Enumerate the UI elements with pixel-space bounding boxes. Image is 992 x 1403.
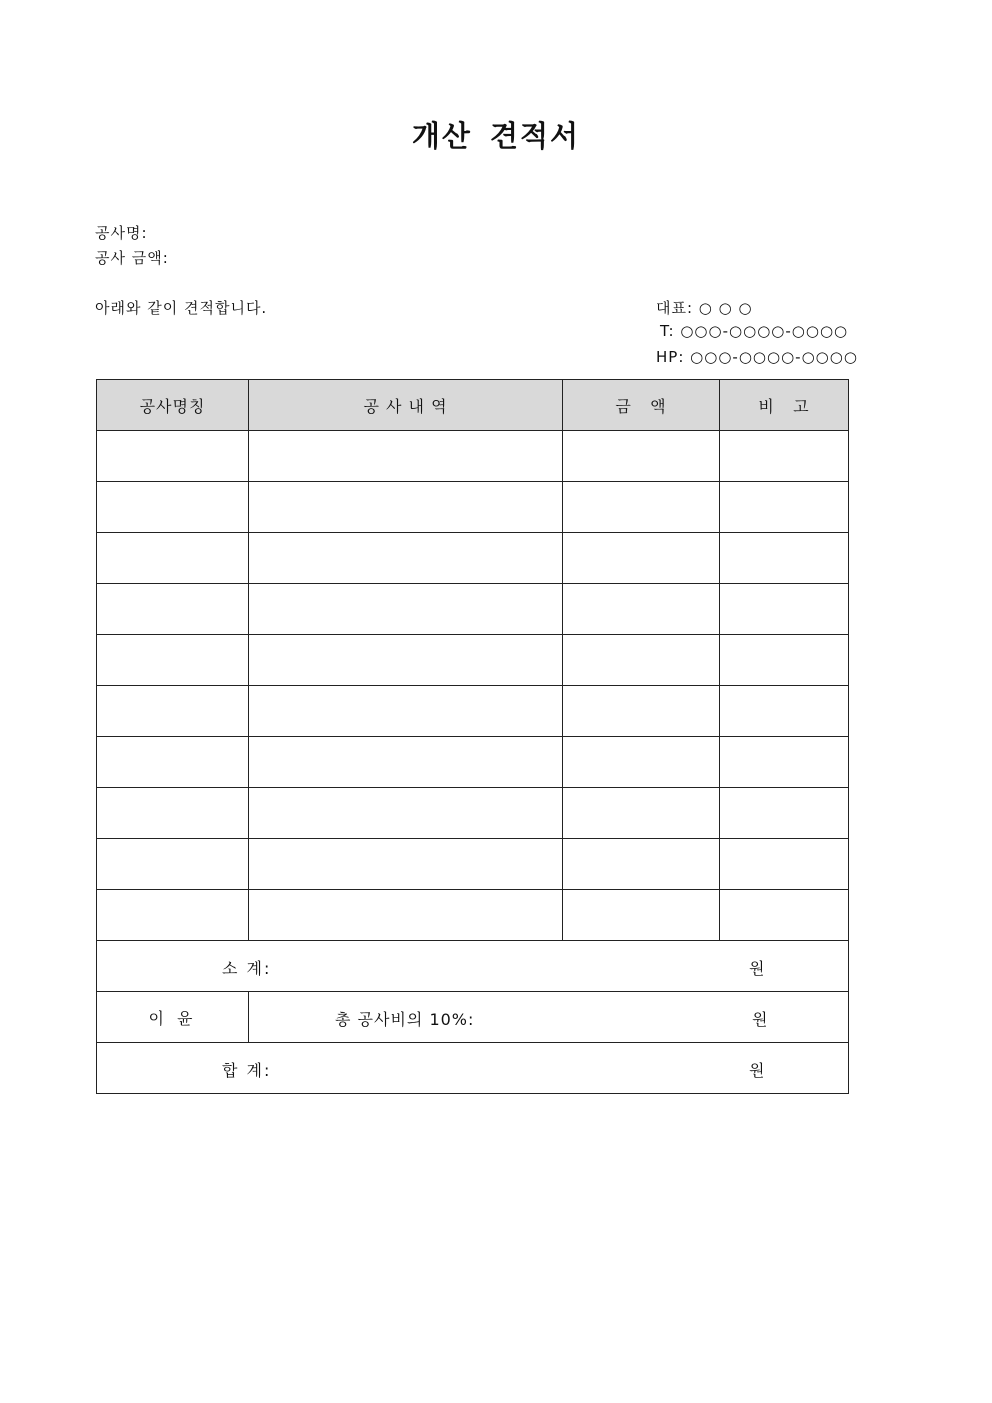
table-row — [97, 890, 849, 941]
table-row — [97, 839, 849, 890]
profit-cell[interactable] — [249, 992, 849, 1043]
header-project-name: 공사명칭 — [97, 380, 249, 431]
header-remarks: 비 고 — [720, 380, 849, 431]
row-amount-cell[interactable] — [563, 482, 720, 533]
row-project-name-cell[interactable] — [97, 533, 249, 584]
total-unit: 원 — [749, 1061, 765, 1080]
row-project-name-cell[interactable] — [97, 584, 249, 635]
row-work-details-cell[interactable] — [249, 533, 563, 584]
row-work-details-cell[interactable] — [249, 635, 563, 686]
total-label: 합 계: — [222, 1061, 272, 1080]
row-remarks-cell[interactable] — [720, 431, 849, 482]
row-remarks-cell[interactable] — [720, 635, 849, 686]
table-row — [97, 686, 849, 737]
contact-representative: 대표: ○ ○ ○ — [656, 299, 753, 317]
row-project-name-cell[interactable] — [97, 890, 249, 941]
row-amount-cell[interactable] — [563, 533, 720, 584]
row-project-name-cell[interactable] — [97, 686, 249, 737]
row-remarks-cell[interactable] — [720, 533, 849, 584]
row-project-name-cell[interactable] — [97, 839, 249, 890]
row-work-details-cell[interactable] — [249, 788, 563, 839]
row-amount-cell[interactable] — [563, 788, 720, 839]
subtotal-cell[interactable] — [97, 941, 849, 992]
project-amount-label: 공사 금액: — [95, 249, 169, 267]
intro-text: 아래와 같이 견적합니다. — [95, 299, 268, 317]
estimate-table — [96, 379, 849, 1094]
row-remarks-cell[interactable] — [720, 839, 849, 890]
table-header-row — [97, 380, 849, 431]
row-remarks-cell[interactable] — [720, 584, 849, 635]
contact-telephone: T: ○○○-○○○○-○○○○ — [660, 322, 849, 340]
contact-mobile: HP: ○○○-○○○○-○○○○ — [656, 348, 858, 366]
row-remarks-cell[interactable] — [720, 737, 849, 788]
table-row — [97, 533, 849, 584]
document-title: 개산 견적서 — [411, 119, 581, 153]
row-project-name-cell[interactable] — [97, 788, 249, 839]
row-remarks-cell[interactable] — [720, 788, 849, 839]
row-work-details-cell[interactable] — [249, 686, 563, 737]
row-project-name-cell[interactable] — [97, 482, 249, 533]
profit-unit: 원 — [752, 1010, 768, 1029]
total-cell[interactable] — [97, 1043, 849, 1094]
subtotal-row — [97, 941, 849, 992]
row-work-details-cell[interactable] — [249, 737, 563, 788]
profit-description: 총 공사비의 10%: — [335, 1010, 475, 1029]
table-row — [97, 788, 849, 839]
subtotal-label: 소 계: — [222, 959, 272, 978]
project-name-label: 공사명: — [95, 224, 148, 242]
subtotal-unit: 원 — [749, 959, 765, 978]
row-project-name-cell[interactable] — [97, 635, 249, 686]
row-project-name-cell[interactable] — [97, 737, 249, 788]
table-row — [97, 737, 849, 788]
row-project-name-cell[interactable] — [97, 431, 249, 482]
row-amount-cell[interactable] — [563, 635, 720, 686]
header-amount: 금 액 — [563, 380, 720, 431]
table-row — [97, 635, 849, 686]
table-row — [97, 584, 849, 635]
row-work-details-cell[interactable] — [249, 839, 563, 890]
profit-row — [97, 992, 849, 1043]
row-remarks-cell[interactable] — [720, 890, 849, 941]
row-remarks-cell[interactable] — [720, 482, 849, 533]
row-amount-cell[interactable] — [563, 737, 720, 788]
table-body — [97, 431, 849, 941]
profit-label: 이 윤 — [97, 992, 249, 1043]
row-work-details-cell[interactable] — [249, 890, 563, 941]
row-work-details-cell[interactable] — [249, 482, 563, 533]
row-work-details-cell[interactable] — [249, 431, 563, 482]
total-row — [97, 1043, 849, 1094]
row-amount-cell[interactable] — [563, 890, 720, 941]
row-amount-cell[interactable] — [563, 839, 720, 890]
row-amount-cell[interactable] — [563, 686, 720, 737]
table-row — [97, 482, 849, 533]
header-work-details: 공 사 내 역 — [249, 380, 563, 431]
row-remarks-cell[interactable] — [720, 686, 849, 737]
row-amount-cell[interactable] — [563, 584, 720, 635]
table-row — [97, 431, 849, 482]
row-work-details-cell[interactable] — [249, 584, 563, 635]
row-amount-cell[interactable] — [563, 431, 720, 482]
